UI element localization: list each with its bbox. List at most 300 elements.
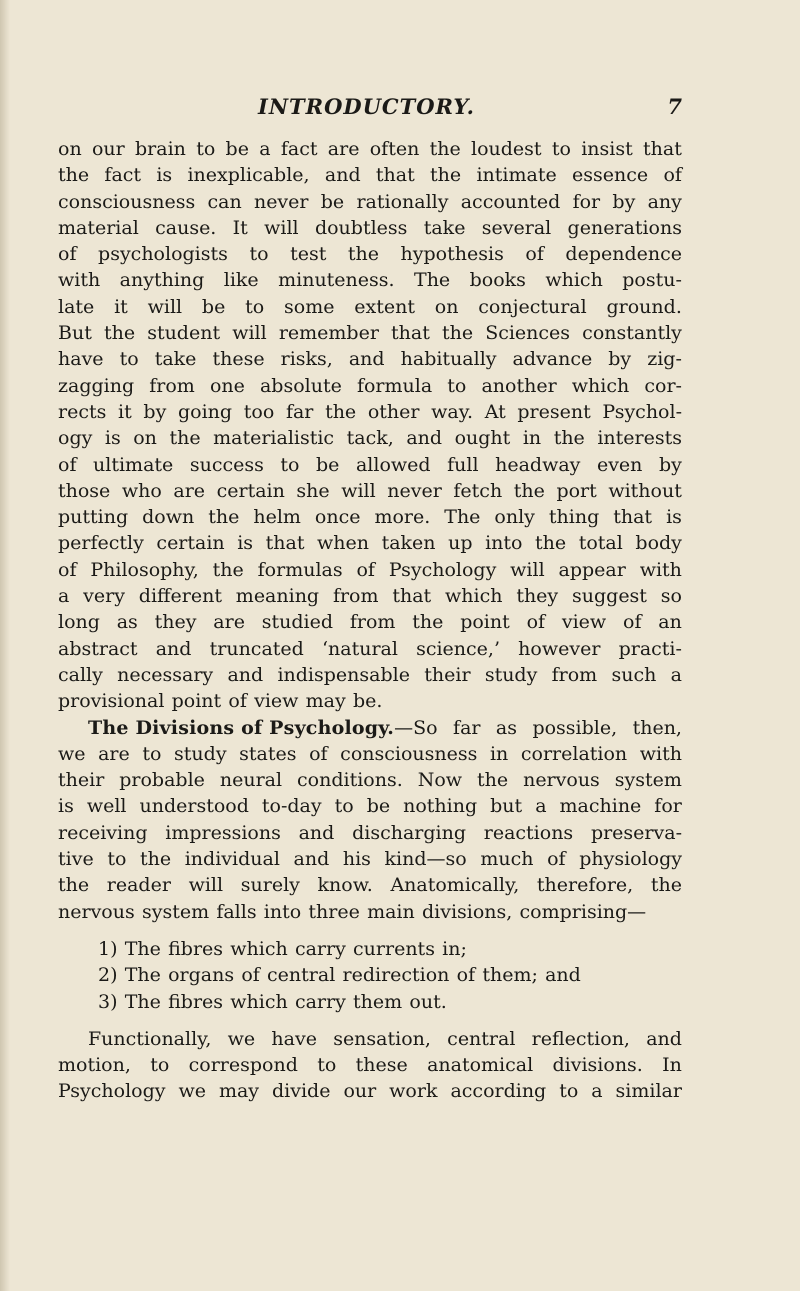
word: are (173, 479, 206, 502)
word: falls (216, 900, 257, 923)
word: port (556, 479, 597, 502)
word: fibres (168, 937, 224, 960)
word: The (124, 937, 161, 960)
section-heading: The Divisions of Psychology. (88, 716, 395, 739)
word: point (171, 690, 222, 713)
word: anatomical (427, 1054, 534, 1077)
word: formulas (257, 558, 343, 581)
word: states (239, 742, 297, 765)
word: indispensable (277, 663, 410, 686)
word: the (650, 874, 682, 897)
running-title: INTRODUCTORY. (258, 94, 475, 119)
word: insist (581, 138, 633, 160)
word: consciousness (58, 190, 196, 213)
list-item (58, 989, 682, 1015)
word: and (293, 848, 330, 871)
text-line (58, 294, 682, 320)
word: organs (168, 964, 235, 987)
word: preserva- (590, 821, 682, 844)
word: in (522, 427, 542, 450)
text-line (58, 136, 682, 162)
word: well (86, 795, 127, 818)
word: from (332, 585, 379, 608)
word: fetch (453, 479, 503, 502)
word: currents (353, 937, 435, 960)
word: when (317, 532, 370, 555)
word: by (608, 348, 632, 371)
word: are (213, 611, 245, 634)
word: nothing (403, 795, 478, 818)
word: tack, (346, 427, 394, 450)
word: into (263, 900, 302, 923)
text-line (58, 346, 682, 372)
word: fact (104, 164, 142, 187)
word: system (614, 769, 682, 792)
word: their (424, 663, 471, 686)
word: full (447, 453, 479, 476)
word: perfectly (58, 532, 144, 555)
word: discharging (352, 821, 466, 844)
word: on (133, 427, 157, 450)
word: as (116, 611, 138, 634)
text-line (58, 267, 682, 293)
word: and (406, 427, 443, 450)
word: is (58, 795, 74, 818)
word: cor- (644, 374, 682, 397)
word: with (639, 558, 682, 581)
word: that (375, 164, 415, 187)
word: as (495, 716, 517, 739)
word: dependence (565, 243, 682, 266)
word: ground. (606, 295, 682, 318)
word: long (58, 611, 100, 634)
word: take (423, 216, 466, 239)
word: going (178, 400, 233, 423)
text-line (58, 504, 682, 530)
word: which (230, 990, 288, 1013)
word: zig- (647, 348, 682, 371)
word: way. (431, 400, 474, 423)
word: for (654, 795, 682, 818)
text-line (58, 530, 682, 556)
word: to (245, 295, 265, 318)
word: conditions. (297, 769, 403, 792)
word: fact (280, 138, 318, 160)
word: the (535, 532, 567, 555)
word: probable (119, 769, 205, 792)
word: those (58, 479, 111, 502)
word: student (147, 322, 221, 345)
word: will (188, 874, 224, 897)
word: to (551, 138, 571, 160)
word: never (387, 479, 442, 502)
word: risks, (280, 348, 333, 371)
word: tive (58, 848, 94, 871)
word: loudest (471, 138, 542, 160)
word: impressions (165, 821, 281, 844)
word: study (174, 742, 227, 765)
word: nervous (58, 900, 135, 923)
word: essence (572, 164, 649, 187)
word: a (259, 138, 271, 160)
word: work (389, 1080, 438, 1103)
word: ought (454, 427, 511, 450)
word: the (553, 427, 585, 450)
word: too (243, 400, 275, 423)
text-line (58, 452, 682, 478)
word: we (58, 742, 86, 765)
text-line (58, 741, 682, 767)
word: may (218, 1080, 260, 1103)
word: of (623, 611, 642, 634)
word: sensation, (333, 1027, 431, 1050)
word: will (264, 216, 299, 239)
word: know. (317, 874, 373, 897)
word: an (658, 611, 682, 634)
word: point (460, 611, 510, 634)
word: 3) (98, 990, 118, 1013)
word: it (118, 400, 132, 423)
word: without (608, 479, 682, 502)
word: a (58, 585, 70, 608)
word: she (296, 479, 330, 502)
word: much (480, 848, 534, 871)
word: putting (58, 506, 129, 529)
word: from (551, 663, 598, 686)
word: formula (356, 374, 433, 397)
word: Sciences (485, 322, 571, 345)
word: that (613, 506, 653, 529)
word: who (121, 479, 162, 502)
text-line (58, 478, 682, 504)
word: his (342, 848, 371, 871)
word: to (107, 848, 127, 871)
word: so (660, 585, 682, 608)
word: the (208, 506, 240, 529)
word: helm (253, 506, 301, 529)
word: for (572, 190, 601, 213)
word: fibres (168, 990, 224, 1013)
text-line (58, 636, 682, 662)
word: appear (558, 558, 626, 581)
word: on (434, 295, 459, 318)
word: once (314, 506, 361, 529)
word: of (526, 611, 546, 634)
word: of (663, 164, 682, 187)
word: they (516, 585, 559, 608)
word: and (155, 637, 192, 660)
word: present (517, 400, 591, 423)
word: far (285, 400, 314, 423)
word: to (119, 348, 139, 371)
word: similar (615, 1080, 682, 1103)
word: a (535, 795, 547, 818)
word: materialistic (213, 427, 335, 450)
text-line (58, 820, 682, 846)
word: can (207, 190, 242, 213)
word: reflection, (531, 1027, 630, 1050)
word: be (320, 190, 345, 213)
word: then, (632, 716, 682, 739)
word: remember (278, 322, 379, 345)
word: we (227, 1027, 256, 1050)
word: three (308, 900, 360, 923)
word: them (353, 990, 403, 1013)
word: necessary (117, 663, 214, 686)
word: It (232, 216, 248, 239)
word: body (635, 532, 682, 555)
word: therefore, (536, 874, 634, 897)
word: abstract (58, 637, 138, 660)
word: very (83, 585, 125, 608)
word: of (547, 848, 566, 871)
word: to-day (261, 795, 322, 818)
word: Functionally, (88, 1027, 212, 1050)
word: a (670, 663, 682, 686)
word: Now (417, 769, 463, 792)
word: divisions. (552, 1054, 643, 1077)
word: however (518, 637, 601, 660)
word: The (444, 506, 481, 529)
word: the (325, 400, 357, 423)
word: test (290, 243, 327, 266)
word: studied (261, 611, 334, 634)
word: with (639, 742, 682, 765)
text-line (58, 1026, 682, 1052)
word: be (316, 453, 340, 476)
word: the (441, 322, 474, 345)
word: from (149, 374, 195, 397)
word: and (545, 964, 581, 987)
word: and (646, 1027, 682, 1050)
word: of (241, 964, 260, 987)
word: of (58, 558, 77, 581)
word: of (456, 964, 476, 987)
word: and (298, 821, 335, 844)
word: main (367, 900, 415, 923)
word: according (450, 1080, 547, 1103)
word: on (58, 138, 82, 160)
word: the (169, 427, 201, 450)
word: in (489, 742, 509, 765)
word: conjectural (478, 295, 587, 318)
word: which (571, 374, 630, 397)
word: these (355, 1054, 408, 1077)
word: take (154, 348, 197, 371)
word: ogy (58, 427, 93, 450)
word: redirection (342, 964, 450, 987)
word: motion, (58, 1054, 131, 1077)
word: may (305, 690, 346, 713)
word: Psychology (388, 558, 497, 581)
word: constantly (582, 322, 682, 345)
word: several (481, 216, 552, 239)
word: The Divisions of Psychology.—So (88, 715, 438, 741)
word: rects (58, 400, 107, 423)
word: is (666, 506, 682, 529)
word: total (578, 532, 623, 555)
word: with (58, 269, 101, 292)
word: 1) (98, 937, 118, 960)
word: never (253, 190, 309, 213)
word: even (596, 453, 643, 476)
word: into (485, 532, 523, 555)
word: that (643, 138, 682, 160)
word: some (284, 295, 335, 318)
word: a (591, 1080, 603, 1103)
word: carry (294, 990, 346, 1013)
word: the (513, 479, 545, 502)
word: late (58, 295, 95, 318)
word: out. (409, 990, 447, 1013)
word: by (658, 453, 682, 476)
text-line (58, 899, 682, 925)
word: to (142, 742, 162, 765)
word: advance (512, 348, 593, 371)
text-line (58, 1052, 682, 1078)
word: they (154, 611, 197, 634)
word: possible, (532, 716, 618, 739)
body-text (58, 136, 682, 1105)
word: any (647, 190, 682, 213)
word: such (611, 663, 657, 686)
word: understood (139, 795, 249, 818)
word: carry (294, 937, 346, 960)
word: to (447, 374, 467, 397)
text-line (58, 583, 682, 609)
word: and (227, 663, 264, 686)
word: be (201, 295, 226, 318)
word: zagging (58, 374, 135, 397)
word: like (223, 269, 259, 292)
word: we (178, 1080, 206, 1103)
word: one (209, 374, 245, 397)
word: meaning (235, 585, 320, 608)
word: the (140, 848, 172, 871)
word: often (369, 138, 420, 160)
word: these (212, 348, 265, 371)
word: inexplicable, (187, 164, 310, 187)
word: of (58, 453, 77, 476)
word: which (545, 269, 603, 292)
text-line (58, 688, 682, 714)
word: in; (442, 937, 467, 960)
word: comprising— (519, 900, 647, 923)
word: cally (58, 663, 103, 686)
word: to (559, 1080, 579, 1103)
word: the (347, 243, 379, 266)
word: to (196, 138, 216, 160)
text-line (58, 189, 682, 215)
word: Philosophy, (90, 558, 199, 581)
word: the (58, 164, 90, 187)
word: central (447, 1027, 516, 1050)
word: of (356, 558, 375, 581)
word: provisional (58, 690, 165, 713)
word: up (448, 532, 473, 555)
word: hypothesis (400, 243, 504, 266)
word: correspond (188, 1054, 298, 1077)
word: doubtless (314, 216, 408, 239)
word: and (348, 348, 385, 371)
word: suggest (572, 585, 647, 608)
word: individual (184, 848, 280, 871)
word: divide (272, 1080, 331, 1103)
word: accounted (460, 190, 561, 213)
word: generations (567, 216, 682, 239)
word: be. (352, 690, 383, 713)
word: ultimate (93, 453, 174, 476)
word: minuteness. (278, 269, 395, 292)
text-line (58, 320, 682, 346)
word: truncated (209, 637, 304, 660)
word: of (525, 243, 544, 266)
word: down (142, 506, 195, 529)
text-line (58, 557, 682, 583)
word: At (484, 400, 506, 423)
word: taken (381, 532, 436, 555)
word: But (58, 322, 92, 345)
word: reactions (483, 821, 574, 844)
word: will (510, 558, 545, 581)
word: far (453, 716, 481, 739)
word: from (349, 611, 396, 634)
word: practi- (618, 637, 682, 660)
text-line (58, 767, 682, 793)
word: are (327, 138, 360, 160)
word: postu- (622, 269, 682, 292)
word: Psychology (58, 1080, 166, 1103)
word: The (414, 269, 451, 292)
word: by (612, 190, 636, 213)
word: success (189, 453, 264, 476)
word: In (662, 1054, 682, 1077)
word: and (324, 164, 361, 187)
word: them; (482, 964, 538, 987)
word: neural (219, 769, 283, 792)
word: their (58, 769, 105, 792)
word: headway (495, 453, 581, 476)
word: to (334, 795, 354, 818)
word: will (232, 322, 267, 345)
word: of (58, 243, 77, 266)
word: another (481, 374, 557, 397)
word: the (412, 611, 444, 634)
word: the (103, 322, 136, 345)
word: is (237, 532, 254, 555)
text-line (58, 609, 682, 635)
word: which (230, 937, 288, 960)
word: nervous (523, 769, 600, 792)
word: have (271, 1027, 317, 1050)
word: will (341, 479, 376, 502)
word: certain (216, 479, 285, 502)
running-head (58, 94, 682, 124)
word: the (430, 164, 462, 187)
word: that (391, 322, 430, 345)
text-line (58, 162, 682, 188)
word: 2) (98, 964, 118, 987)
word: habitually (400, 348, 497, 371)
word: of (228, 690, 247, 713)
word: it (114, 295, 128, 318)
word: the (58, 874, 90, 897)
word: are (98, 742, 130, 765)
word: to (150, 1054, 170, 1077)
word: will (147, 295, 183, 318)
text-line (58, 1078, 682, 1104)
text-line (58, 215, 682, 241)
